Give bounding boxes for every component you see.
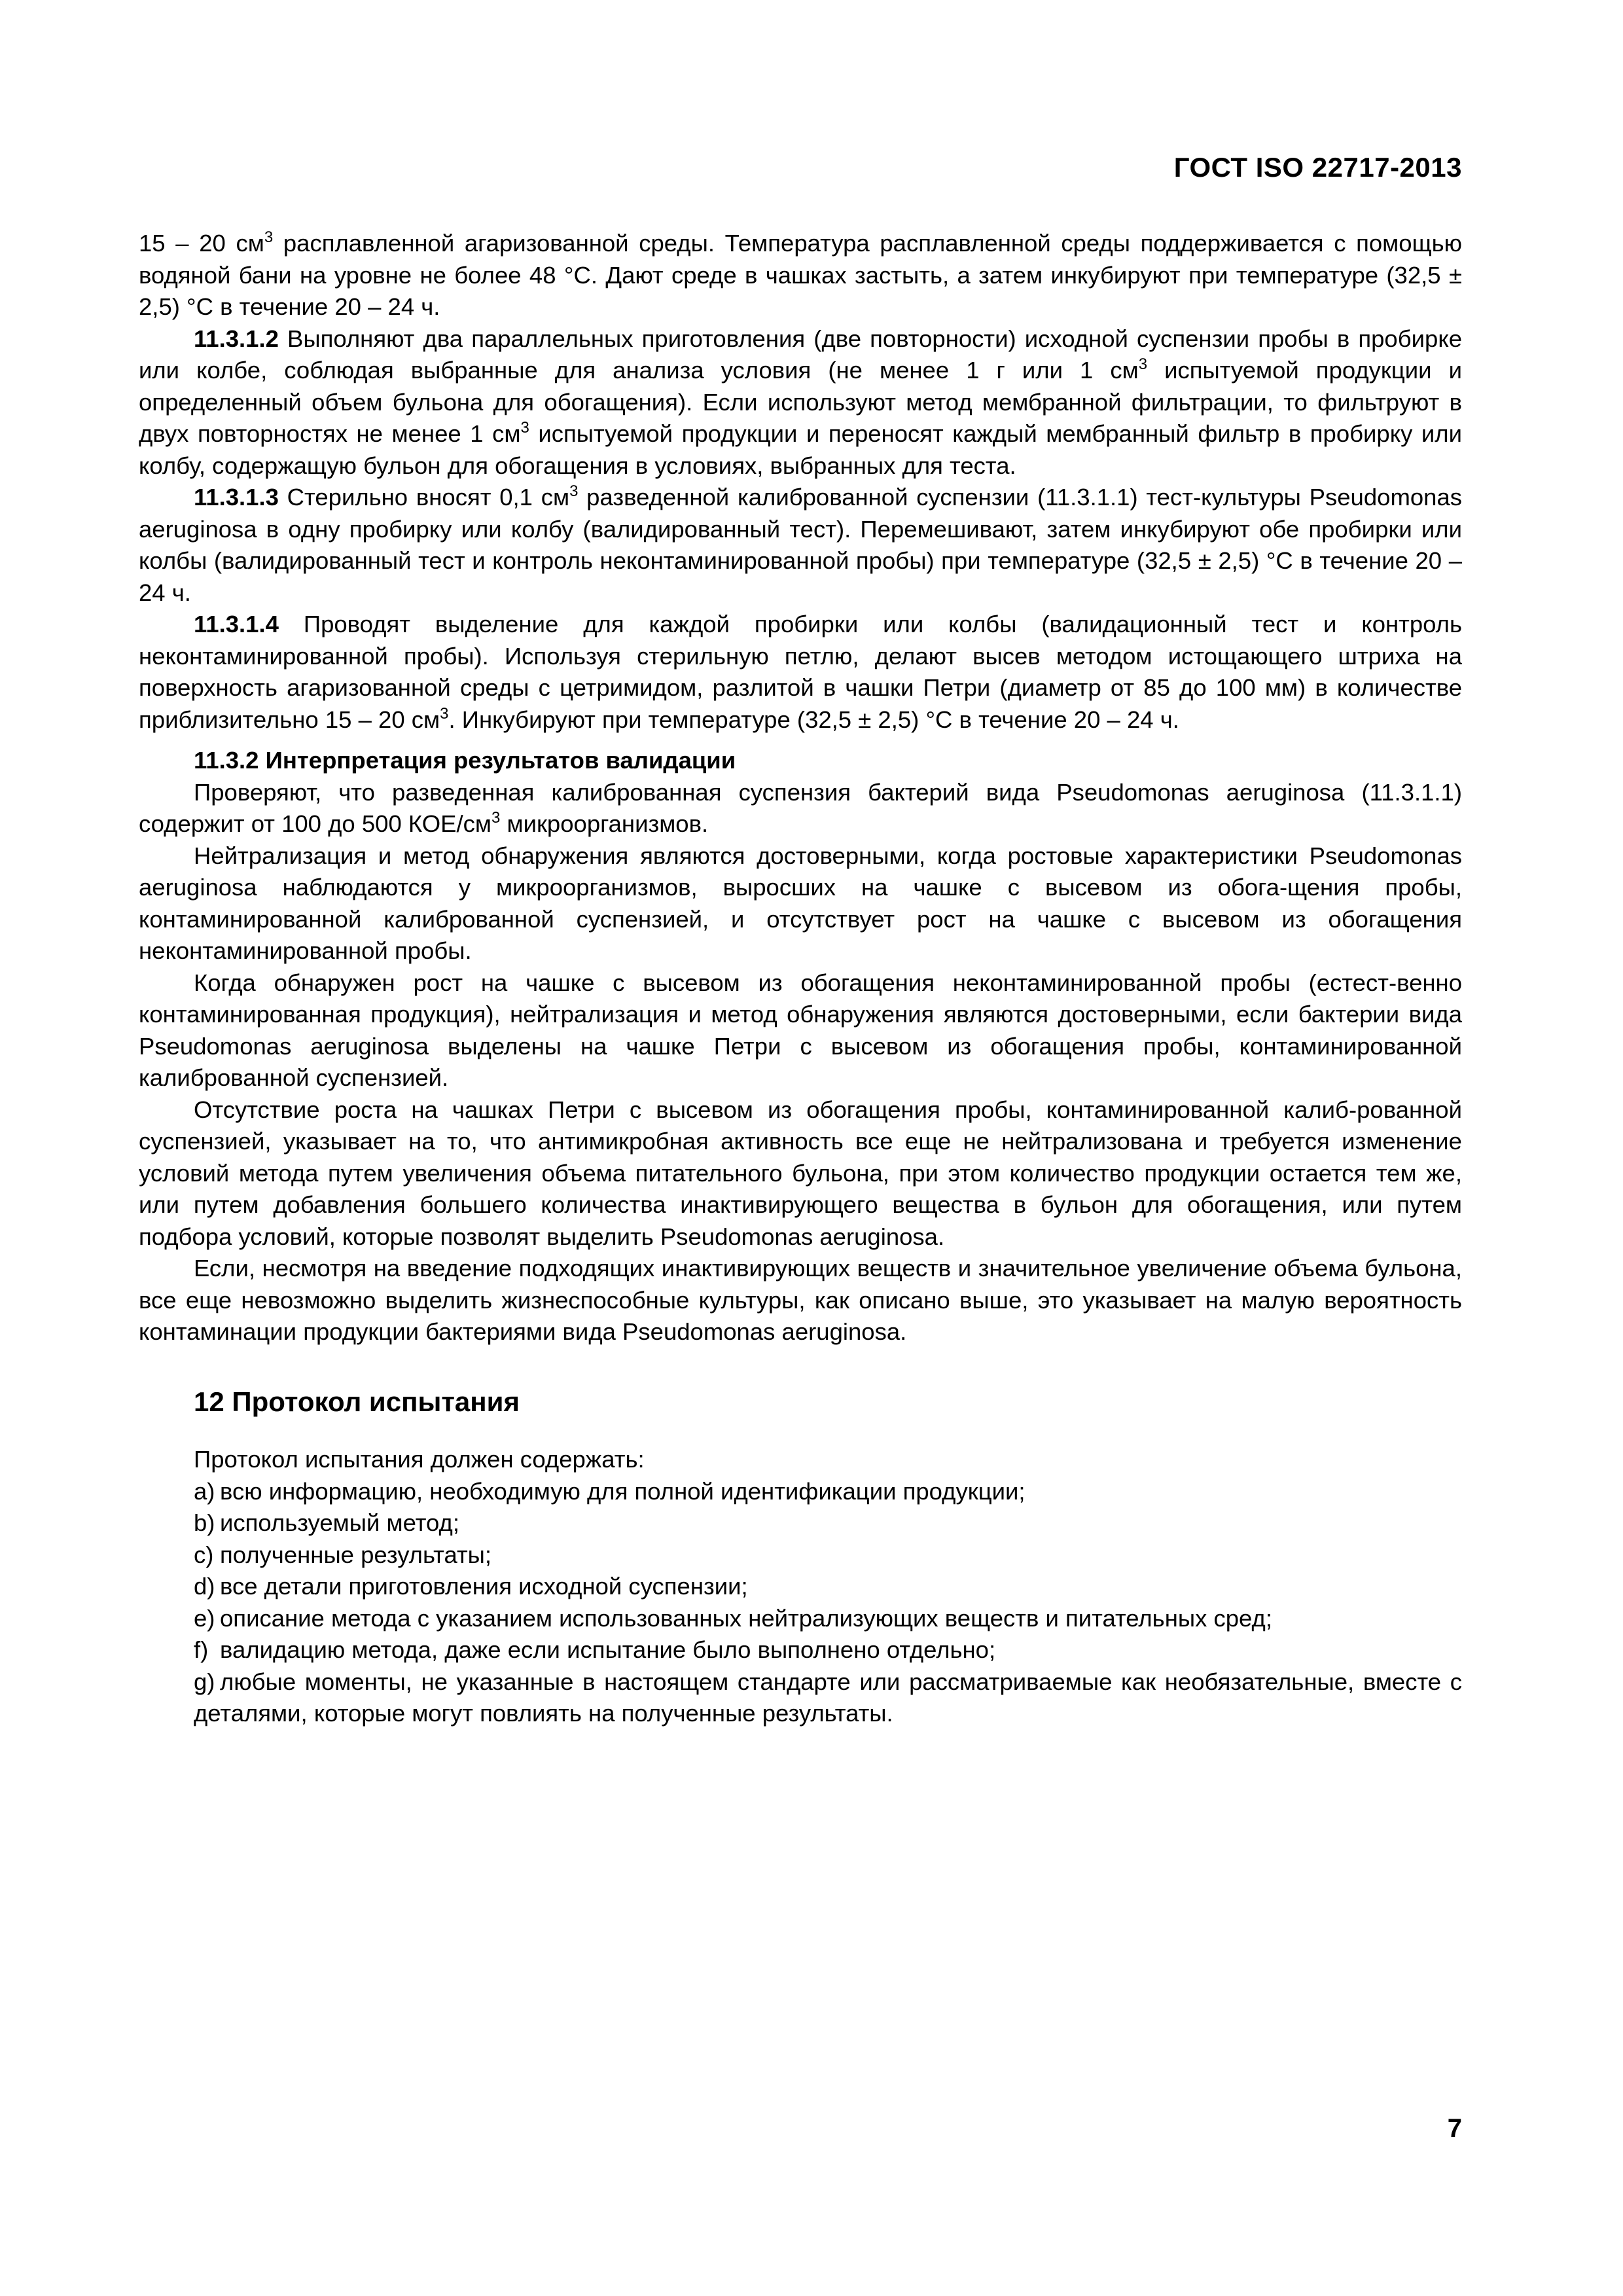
superscript: 3: [520, 419, 529, 437]
list-marker: b): [194, 1509, 215, 1536]
paragraph-neutralization-valid: Нейтрализация и метод обнаружения являются достоверными, когда ростовые характеристики Pseudomonas aeruginosa наблюдаются у микроорганизмов, выросших на чашке с высевом из обога-щения пробы, контаминированной калиброванной суспензией, и отсутствует рост на чашке с высевом из обогащения неконтаминированной пробы.: [139, 842, 1462, 964]
paragraph-agar-volume: 15 – 20 $см^3$ расплавленной агаризованной среды. Температура расплавленной среды поддерживается с помощью водяной бани на уровне не более 48 °С. Дают среде в чашках застыть, а затем инкубируют при температуре (32,5 ± 2,5) °С в течение 20 – 24 ч.: [139, 228, 1463, 320]
document-body: [139, 228, 1462, 1730]
list-item: f) валидацию метода, даже если испытание было выполнено отдельно;: [139, 1634, 1462, 1666]
clause-number: 11.3.1.4: [194, 611, 279, 637]
superscript: 3: [491, 809, 501, 827]
superscript: 3: [264, 228, 274, 246]
paragraph-growth-detected: Когда обнаружен рост на чашке с высевом из обогащения неконтаминированной пробы (естест-венно контаминированная продукция), нейтрализация и метод обнаружения являются достоверными, если бактерии вида Pseudomonas aeruginosa выделены на чашке Петри с высевом из обогащения пробы, контаминированной калиброванной суспензией.: [139, 969, 1462, 1091]
list-item: c) полученные результаты;: [139, 1539, 1462, 1571]
paragraph-11-3-1-2: 11.3.1.2 Выполняют два параллельных приготовления (две повторности) исходной суспензии пробы в пробирке или колбе, соблюдая выбранные для анализа условия (не менее 1 г или 1 $см^3$ испытуемой продукции и определенный объем бульона для обогащения). Если используют метод мембранной фильтрации, то фильтруют в двух повторностях не менее 1 $см^3$ испытуемой продукции и переносят каждый мембранный фильтр в пробирку или колбу, содержащую бульон для обогащения в условиях, выбранных для теста.: [139, 325, 1462, 479]
paragraph-11-3-1-3: 11.3.1.3 Стерильно вносят 0,1 $см^3$ разведенной калиброванной суспензии (11.3.1.1) тест-культуры Pseudomonas aeruginosa в одну пробирку или колбу (валидированный тест). Перемешивают, затем инкубируют обе пробирки или колбы (валидированный тест и контроль неконтаминированной пробы) при температуре (32,5 ± 2,5) °С в течение 20 – 24 ч.: [139, 482, 1462, 606]
paragraph-low-probability: Если, несмотря на введение подходящих инактивирующих веществ и значительное увеличение объема бульона, все еще невозможно выделить жизнеспособные культуры, как описано выше, это указывает на малую вероятность контаминации продукции бактериями вида Pseudomonas aeruginosa.: [139, 1255, 1462, 1345]
subsection-heading-11-3-2: 11.3.2 Интерпретация результатов валидации: [194, 747, 736, 774]
list-marker: f): [194, 1636, 209, 1663]
paragraph-no-growth: Отсутствие роста на чашках Петри с высевом из обогащения пробы, контаминированной калиб-рованной суспензией, указывает на то, что антимикробная активность все еще не нейтрализована и требуется изменение условий метода путем увеличения объема питательного бульона, при этом количество продукции остается тем же, или путем добавления большего количества инактивирующего вещества в бульон для обогащения, или путем подбора условий, которые позволят выделить Pseudomonas aeruginosa.: [139, 1096, 1462, 1250]
list-marker: g): [194, 1668, 215, 1695]
list-marker: a): [194, 1477, 215, 1505]
clause-number: 11.3.1.3: [194, 484, 279, 511]
list-item: d) все детали приготовления исходной суспензии;: [139, 1571, 1462, 1603]
document-code-header: ГОСТ ISO 22717-2013: [1173, 152, 1462, 183]
superscript: 3: [1138, 355, 1148, 373]
protocol-intro: Протокол испытания должен содержать:: [194, 1446, 645, 1473]
superscript: 3: [440, 704, 449, 723]
section-heading-12: 12 Протокол испытания: [194, 1386, 520, 1417]
list-item: a) всю информацию, необходимую для полной идентификации продукции;: [139, 1476, 1462, 1508]
list-marker: c): [194, 1541, 214, 1568]
paragraph-suspension-check: Проверяют, что разведенная калиброванная суспензия бактерий вида Pseudomonas aeruginosa (11.3.1.1) содержит от 100 до 500 КОЕ/$см^3$ микроорганизмов.: [139, 778, 1462, 837]
page-number: 7: [1447, 2114, 1462, 2143]
superscript: 3: [569, 482, 579, 500]
paragraph-11-3-1-4: 11.3.1.4 Проводят выделение для каждой пробирки или колбы (валидационный тест и контроль неконтаминированной пробы). Используя стерильную петлю, делают высев методом истощающего штриха на поверхность агаризованной среды с цетримидом, разлитой в чашки Петри (диаметр от 85 до 100 мм) в количестве приблизительно 15 – 20 $см^3$. Инкубируют при температуре (32,5 ± 2,5) °С в течение 20 – 24 ч.: [139, 611, 1462, 733]
clause-number: 11.3.1.2: [194, 325, 279, 352]
list-item: g) любые моменты, не указанные в настоящем стандарте или рассматриваемые как необязательные, вместе с деталями, которые могут повлиять на полученные результаты.: [139, 1666, 1462, 1730]
list-marker: d): [194, 1573, 215, 1600]
list-item: e) описание метода с указанием использованных нейтрализующих веществ и питательных сред;: [139, 1603, 1462, 1635]
list-item: b) используемый метод;: [139, 1507, 1462, 1539]
list-marker: e): [194, 1604, 215, 1632]
